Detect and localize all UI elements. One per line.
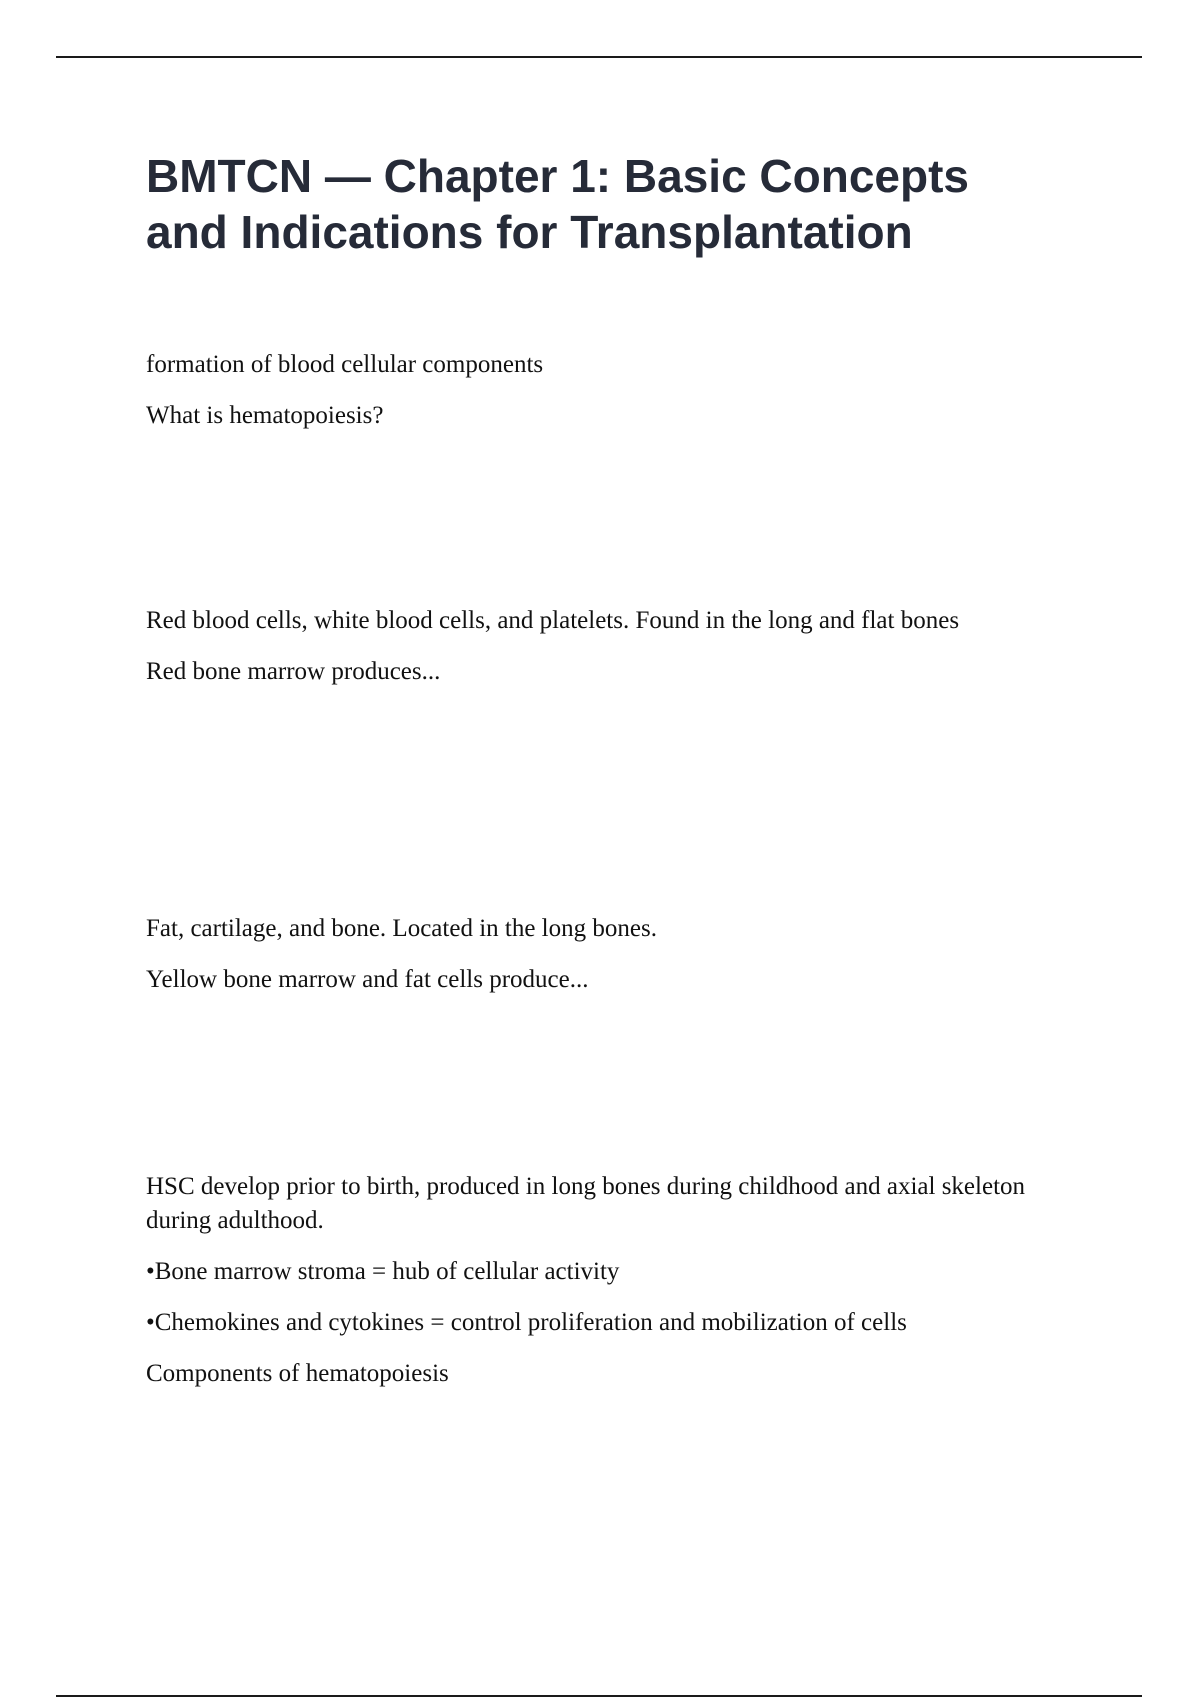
card-question: Yellow bone marrow and fat cells produce... xyxy=(146,966,589,993)
footer-rule xyxy=(56,1695,1142,1697)
header-rule xyxy=(56,56,1142,58)
card-bullet: •Bone marrow stroma = hub of cellular activity xyxy=(146,1258,620,1285)
card-answer: Fat, cartilage, and bone. Located in the long bones. xyxy=(146,915,657,942)
flashcard xyxy=(146,348,1086,433)
card-bullet: •Chemokines and cytokines = control proliferation and mobilization of cells xyxy=(146,1309,907,1336)
page-title: BMTCN — Chapter 1: Basic Concepts and Indications for Transplantation xyxy=(146,150,970,258)
flashcard xyxy=(146,604,1086,689)
card-answer: formation of blood cellular components xyxy=(146,351,544,378)
flashcard xyxy=(146,1170,1086,1391)
flashcard xyxy=(146,912,1086,997)
card-answer: HSC develop prior to birth, produced in long bones during childhood and axial skeleton during adulthood. xyxy=(146,1173,1026,1234)
card-question: Red bone marrow produces... xyxy=(146,658,441,685)
card-question: What is hematopoiesis? xyxy=(146,402,384,429)
card-answer: Red blood cells, white blood cells, and platelets. Found in the long and flat bones xyxy=(146,607,960,634)
card-question: Components of hematopoiesis xyxy=(146,1360,449,1387)
